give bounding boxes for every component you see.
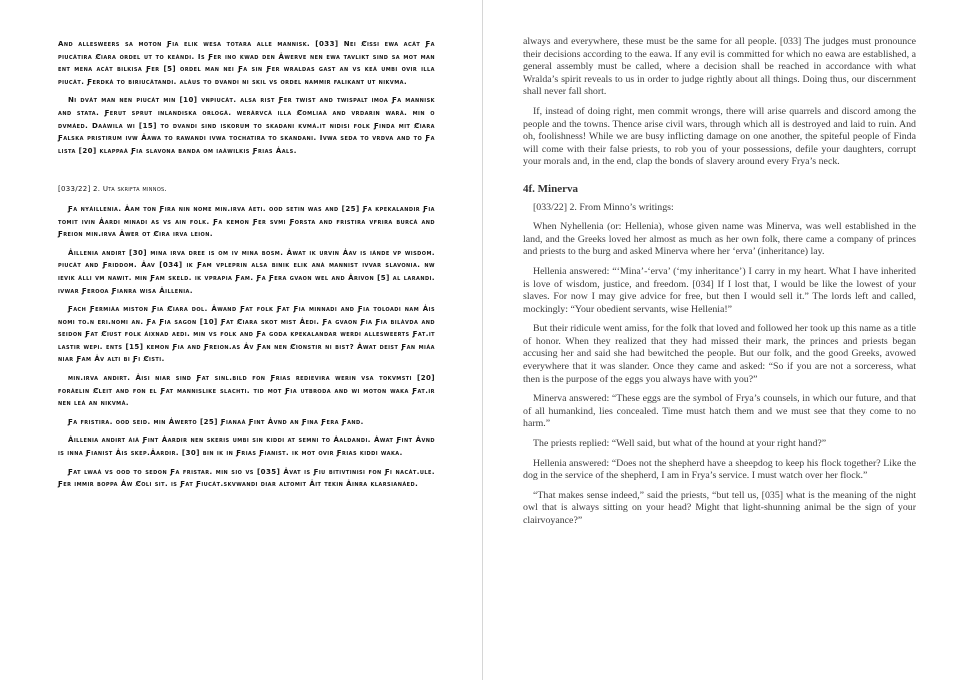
script-paragraph: min.irva andirt. Ȧisi niar sind Ƒat sinl.bild fon Ƒrias redievira werin vsa tokvmsti [20] forȧelin Ȼleit and fon el Ƒat mannislike slachti. tid mot Ƒia utbroda and wi moton waka Ƒat.ir nen leȧ an nikvmȧ. (58, 374, 435, 408)
translation-paragraph: “That makes sense indeed,” said the priests, “but tell us, [035] what is the meaning of the night owl that is always sitting on your head? Might that light-shunning animal be the sign of your clairvoyance?” (523, 489, 916, 526)
script-paragraph: Ni dvȧt man nen piucȧt min [10] vnpiucȧt. alsa rist Ƒer twist and twispalt imoa Ƒa mannisk and stata. Ƒerut sprut inlandiska orlogȧ. werȧrvcȧ illa Ȼomliaȧ and vrdarin warȧ. min o dvmȧed. Daȧwila wi [15] to dvandi sind iskorum to skadani kvmȧ.it nidisi folk Ƒinda mit Ȼiara Ƒalska pristirum ivw Ȧawa to rawandi ivwa tochatira to skandani. Ivwa seda to vrdva and to Ƒa lista [20] klappaȧ Ƒia slavona banda om iaȧwilkis Ƒrias Ȧals. (58, 96, 435, 155)
script-paragraph: Ƒat lwaȧ vs ood to sedon Ƒa fristar. min sio vs [035] Ȧvat is Ƒiu bitivtinisi fon Ƒi nacȧt.ule. Ƒer immir boppa Ȧw Ȼoli sit. is Ƒat Ƒiucȧt.skvwandi diar altomit Ȧit tekin Ȧinra klarsianȧed. (58, 467, 435, 489)
section-subtitle: [033/22] 2. From Minno’s writings: (533, 201, 674, 213)
section-title: 4f. Minerva (523, 182, 578, 195)
translation-paragraph: If, instead of doing right, men commit wrongs, there will arise quarrels and discord among the people and the towns. Thence arise civil wars, through which all is destroyed and laid to ruin. And oh, foolishness! While we are busy inflicting damage on one another, the spiteful people of Finda will come with their false priests, to rob you of your possessions, defile your daughters, corrupt your morals and, in the end, clap the bonds of slavery around every Frya’s neck. (523, 105, 916, 168)
script-paragraph: Ȧillenia andirt ȧiȧ Ƒint Ȧardir nen skeris umbi sin kiddi at semni to Ȧaldandi. Ȧwat Ƒint Ȧvnd is inna Ƒianist Ȧis skep.Ȧardir. [30] bin ik in Ƒrias Ƒianist. ik mot ovir Ƒrias kiddi waka. (58, 436, 435, 458)
script-paragraph: Ƒa nyȧillenia. Ȧam ton Ƒira nin nome min.irva ȧeti. ood setin was and [25] Ƒa kpekalandir Ƒia tomit ivin Ȧardi minadi as vs ain folk. Ƒa kemon Ƒer svmi Ƒorsta and fristira vfrira burcȧ and Ƒreion min.irva Ȧwer ot Ȼira irva leion. (58, 204, 435, 239)
right-page-translation (483, 0, 966, 680)
translation-paragraph: Minerva answered: “These eggs are the symbol of Frya’s counsels, in which our future, and that of all humankind, lies concealed. Time must hatch them and we must see that they come to no harm.” (523, 393, 916, 430)
script-paragraph: Ȧillenia andirt [30] mina irva dree is om iv mina bosm. Ȧwat ik urvin Ȧav is iȧnde vp wisdom. piucȧt and Ƒriddom. Ȧav [034] ik Ƒam vpleprin alsa binik elik anȧ mannist ivvar slavonia. nw ievik ȧlli vm nawit. min Ƒam skeld. ik vprapia Ƒam. Ƒa Ƒera gvaon wel and Ȧrivon [5] al larandi. ivwar Ƒerooa Ƒianra wisa Ȧillenia. (58, 248, 435, 295)
translation-paragraph: But their ridicule went amiss, for the folk that loved and followed her took up this name as a title of honor. When they realized that they had missed their mark, the princes and priests began accusing her and said she had bewitched the people. But our folk, and the good Greeks, avowed everywhere that it was slander. Once they came and asked: “So if you are not a sorceress, what then is the purpose of the eggs you always have with you?” (523, 323, 916, 385)
script-text-block (58, 38, 435, 491)
translation-paragraph: always and everywhere, these must be the same for all people. [033] The judges must pronounce their decisions according to the eawa. If any evil is committed for which no eawa are established, a general assembly must be called, where a decision shall be reached in accordance with what Wralda’s spirit reveals to us in order to judge rightly about all things. Doing thus, our discernment shall never fall short. (523, 36, 916, 98)
script-paragraph: And allesweers sa moton Ƒia elik wesa totara alle mannisk. [033] Nei Ȼissi ewa acȧt Ƒa piucȧtira Ȼiara ordel ut to keȧndi. Is Ƒer ino kwad den Ȧwerve nen ewa tavlikt sind sa mot man ent mena acȧt bilkisa Ƒer [5] ordel man nei Ƒa sin Ƒer wraldas gast an vs keȧ umbi ovir illa piucȧt. Ƒerdkȧ to biriucȧtandi. alȧus to dvandi ni skil vs ordel nammir falikant ut nikvma. (58, 40, 435, 86)
section-gap (58, 163, 435, 183)
translation-paragraph: Hellenia answered: “‘Mina’-‘erva’ (‘my inheritance’) I carry in my heart. What I have inherited is love of wisdom, justice, and freedom. [034] If I lost that, I would be like the lowest of your slaves. For now I may give advice for free, but then I would sell it.” The lords left and called, mockingly: “Your obedient servants, wise Hellenia!” (523, 265, 916, 315)
translation-text-block (523, 36, 916, 528)
translation-paragraph: The priests replied: “Well said, but what of the hound at your right hand?” (533, 438, 827, 450)
script-section-heading: [033/22] 2. Uta skrifta minnos. (58, 185, 168, 194)
script-paragraph: Ƒach Ƒermiȧa miston Ƒia Ȼiara dol. Ȧwand Ƒat folk Ƒat Ƒia minnadi and Ƒia toloadi nam Ȧis nomi to.n eri.nomi an. Ƒa Ƒia sagon [10] Ƒat Ȼiara skot mist Ȧedi. Ƒa gvaon Ƒia Ƒia bilȧvda and seidon Ƒat Ȼiust folk ȧixnad aedi. min vs folk and Ƒa goda kpekalandar werdi allesweerts Ƒat.it lastir wepi. ents [15] kemon Ƒia and Ƒreion.as Ȧv Ƒan nen Ȼionstir ni bist? Ȧwat deist Ƒan miȧa niar Ƒam Ȧv alti bi Ƒi Ȼisti. (58, 305, 435, 364)
script-paragraph: Ƒa fristira. ood seid. min Ȧwerto [25] Ƒianaȧ Ƒint Ȧvnd an Ƒina Ƒera Ƒand. (68, 417, 364, 426)
translation-paragraph: Hellenia answered: “Does not the shepherd have a sheepdog to keep his flock together? Like the dog in the service of the shepherd, I am in Frya’s service. I must watch over her flock.” (523, 457, 916, 482)
translation-paragraph: When Nyhellenia (or: Hellenia), whose given name was Minerva, was well established in the land, and the Greeks loved her almost as much as her own folk, there came a company of princes and priests to the burg and asked Minerva where her ‘erva’ (inheritance) lay. (523, 221, 916, 258)
